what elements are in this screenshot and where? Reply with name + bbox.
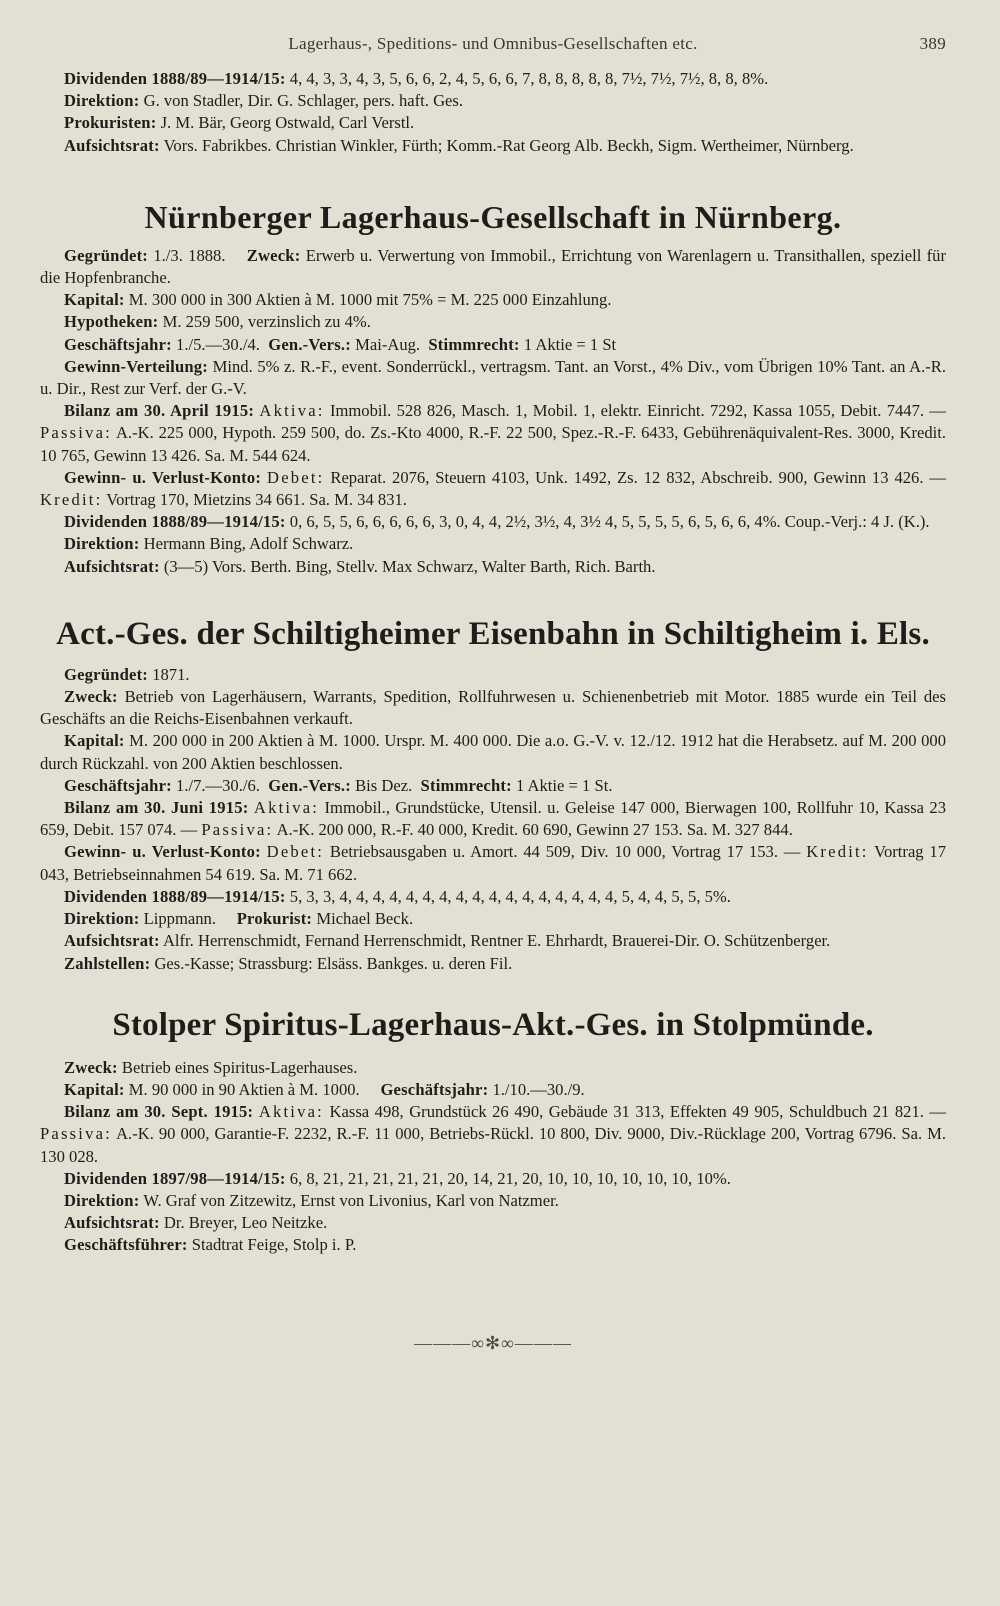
- page-header: [40, 34, 946, 54]
- entry-aufsichtsrat: Aufsichtsrat: Dr. Breyer, Leo Neitzke.: [64, 1213, 328, 1233]
- entry-dividenden: Dividenden 1897/98—1914/15: 6, 8, 21, 21, 21, 21, 21, 20, 14, 21, 20, 10, 10, 10, 10, 10, 10, 10%.: [64, 1168, 731, 1188]
- entry-zweck: Zweck: Betrieb eines Spiritus-Lagerhauses.: [64, 1057, 358, 1077]
- entry-hypotheken: Hypotheken: M. 259 500, verzinslich zu 4%.: [64, 312, 371, 332]
- ornament-divider: ———∞✻∞———: [414, 1332, 572, 1353]
- entry-dividenden: Dividenden 1888/89—1914/15: 5, 3, 3, 4, 4, 4, 4, 4, 4, 4, 4, 4, 4, 4, 4, 4, 4, 4, 4, 4, 5, 4, 4, 5, 5, 5%.: [64, 886, 731, 906]
- entry-geschaeftsjahr: Geschäftsjahr: 1./7.—30./6. Gen.-Vers.: Bis Dez. Stimmrecht: 1 Aktie = 1 St.: [64, 775, 613, 795]
- entry-aufsichtsrat: Aufsichtsrat: (3—5) Vors. Berth. Bing, Stellv. Max Schwarz, Walter Barth, Rich. Barth.: [64, 556, 656, 576]
- entry-kapital: Kapital: M. 200 000 in 200 Aktien à M. 1000. Urspr. M. 400 000. Die a.o. G.-V. v. 12./12. 1912 hat die Herabsetz. auf M. 200 000 durch Rückzahl. von 200 Aktien beschlossen.: [40, 731, 946, 773]
- company-title: Act.-Ges. der Schiltigheimer Eisenbahn in Schiltigheim i. Els.: [56, 615, 930, 652]
- entry-bilanz: Bilanz am 30. Juni 1915: Aktiva: Immobil., Grundstücke, Utensil. u. Geleise 147 000, Bierwagen 100, Rollfuhr 10, Kassa 23 659, Debit. 157 074. — Passiva: A.-K. 200 000, R.-F. 40 000, Kredit. 60 690, Gewinn 27 153. Sa. M. 327 844.: [40, 798, 947, 840]
- entry-direktion: Direktion: G. von Stadler, Dir. G. Schlager, pers. haft. Ges.: [64, 91, 464, 111]
- entry-gegruendet: Gegründet: 1871.: [64, 664, 190, 684]
- entry-kapital: Kapital: M. 300 000 in 300 Aktien à M. 1000 mit 75% = M. 225 000 Einzahlung.: [64, 290, 612, 310]
- page-number: 389: [919, 34, 946, 53]
- entry-bilanz: Bilanz am 30. April 1915: Aktiva: Immobil. 528 826, Masch. 1, Mobil. 1, elektr. Einricht. 7292, Kassa 1055, Debit. 7447. — Passiva: A.-K. 225 000, Hypoth. 259 500, do. Zs.-Kto 4000, R.-F. 22 500, Spez.-R.-F. 6433, Gebührenäquivalent-Res. 3000, Kredit. 10 765, Gewinn 13 426. Sa. M. 544 624.: [40, 401, 947, 465]
- entry-dividenden: Dividenden 1888/89—1914/15: 4, 4, 3, 3, 4, 3, 5, 6, 6, 2, 4, 5, 6, 6, 7, 8, 8, 8, 8, 8, 7½, 7½, 7½, 8, 8, 8%.: [64, 69, 769, 88]
- previous-entry-continuation: [40, 68, 946, 157]
- entry-direktion: Direktion: Hermann Bing, Adolf Schwarz.: [64, 534, 354, 554]
- entry-bilanz: Bilanz am 30. Sept. 1915: Aktiva: Kassa 498, Grundstück 26 490, Gebäude 31 313, Effekten 49 905, Schuldbuch 21 821. — Passiva: A.-K. 90 000, Garantie-F. 2232, R.-F. 11 000, Betriebs-Rückl. 10 800, Div. 9000, Div.-Rücklage 200, Vortrag 6796. Sa. M. 130 028.: [40, 1102, 947, 1166]
- entry-aufsichtsrat: Aufsichtsrat: Alfr. Herrenschmidt, Fernand Herrenschmidt, Rentner E. Ehrhardt, Brauerei-Dir. O. Schützenberger.: [64, 931, 831, 951]
- entry-zahlstellen: Zahlstellen: Ges.-Kasse; Strassburg: Elsäss. Bankges. u. deren Fil.: [64, 953, 513, 973]
- company-entry-stolpmuende: [40, 1005, 946, 1257]
- running-title: Lagerhaus-, Speditions- und Omnibus-Gesellschaften etc.: [288, 34, 698, 53]
- entry-direktion: Direktion: W. Graf von Zitzewitz, Ernst von Livonius, Karl von Natzmer.: [64, 1190, 559, 1210]
- entry-geschaeftsfuehrer: Geschäftsführer: Stadtrat Feige, Stolp i. P.: [64, 1235, 357, 1255]
- entry-gewinn-verlust: Gewinn- u. Verlust-Konto: Debet: Reparat. 2076, Steuern 4103, Unk. 1492, Zs. 12 832, Abschreib. 900, Gewinn 13 426. — Kredit: Vortrag 170, Mietzins 34 661. Sa. M. 34 831.: [40, 467, 946, 510]
- entry-dividenden: Dividenden 1888/89—1914/15: 0, 6, 5, 5, 6, 6, 6, 6, 6, 3, 0, 4, 4, 2½, 3½, 4, 3½ 4, 5, 5, 5, 5, 6, 5, 6, 6, 4%. Coup.-Verj.: 4 J. (K.).: [64, 512, 930, 532]
- company-entry-schiltigheim: [40, 614, 946, 975]
- entry-zweck: Zweck: Betrieb von Lagerhäusern, Warrants, Spedition, Rollfuhrwesen u. Schienenbetrieb mit Motor. 1885 wurde ein Teil des Geschäfts an die Reichs-Eisenbahnen verkauft.: [40, 687, 946, 729]
- entry-direktion: Direktion: Lippmann. Prokurist: Michael Beck.: [64, 909, 414, 929]
- entry-gewinn-verlust: Gewinn- u. Verlust-Konto: Debet: Betriebsausgaben u. Amort. 44 509, Div. 10 000, Vortrag 17 153. — Kredit: Vortrag 17 043, Betriebseinnahmen 54 619. Sa. M. 71 662.: [40, 842, 947, 884]
- company-entry-nuernberg: [40, 197, 946, 578]
- company-title: Nürnberger Lagerhaus-Gesellschaft in Nürnberg.: [144, 198, 842, 235]
- entry-kapital: Kapital: M. 90 000 in 90 Aktien à M. 1000. Geschäftsjahr: 1./10.—30./9.: [64, 1079, 585, 1099]
- entry-gegruendet-zweck: Gegründet: 1./3. 1888. Zweck: Erwerb u. Verwertung von Immobil., Errichtung von Warenlagern u. Transithallen, speziell für die Hopfenbranche.: [40, 245, 947, 288]
- company-title: Stolper Spiritus-Lagerhaus-Akt.-Ges. in Stolpmünde.: [112, 1006, 874, 1043]
- entry-gewinn-verteilung: Gewinn-Verteilung: Mind. 5% z. R.-F., event. Sonderrückl., vertragsm. Tant. an Vorst., 4% Div., vom Übrigen 10% Tant. an A.-R. u. Dir., Rest zur Verf. der G.-V.: [40, 356, 946, 399]
- entry-geschaeftsjahr: Geschäftsjahr: 1./5.—30./4. Gen.-Vers.: Mai-Aug. Stimmrecht: 1 Aktie = 1 St: [64, 334, 617, 354]
- entry-prokuristen: Prokuristen: J. M. Bär, Georg Ostwald, Carl Verstl.: [64, 113, 415, 133]
- entry-aufsichtsrat: Aufsichtsrat: Vors. Fabrikbes. Christian Winkler, Fürth; Komm.-Rat Georg Alb. Beckh, Sigm. Wertheimer, Nürnberg.: [64, 135, 854, 155]
